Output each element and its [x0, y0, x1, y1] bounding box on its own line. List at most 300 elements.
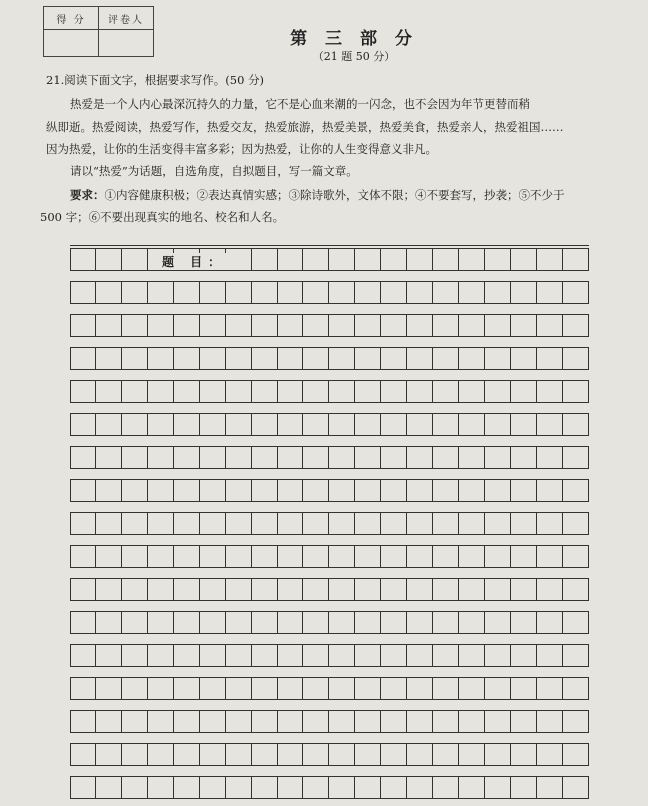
grid-cell[interactable]	[148, 645, 174, 666]
grid-cell[interactable]	[200, 744, 226, 765]
grid-cell[interactable]	[96, 447, 122, 468]
grid-cell[interactable]	[200, 711, 226, 732]
grid-row[interactable]	[70, 611, 589, 634]
grid-cell[interactable]	[511, 447, 537, 468]
grid-cell[interactable]	[174, 546, 200, 567]
grid-cell[interactable]	[329, 744, 355, 765]
grid-row[interactable]	[70, 314, 589, 337]
grid-row[interactable]	[70, 677, 589, 700]
grid-cell[interactable]	[148, 381, 174, 402]
grid-cell[interactable]	[433, 513, 459, 534]
grid-cell[interactable]	[381, 447, 407, 468]
grid-cell[interactable]	[459, 414, 485, 435]
grid-cell[interactable]	[355, 777, 381, 798]
grid-cell[interactable]	[174, 612, 200, 633]
grid-row[interactable]	[70, 347, 589, 370]
grid-cell[interactable]	[278, 777, 304, 798]
grid-cell[interactable]	[226, 645, 252, 666]
grid-cell[interactable]	[148, 447, 174, 468]
grid-cell[interactable]	[485, 249, 511, 270]
grid-cell[interactable]	[226, 348, 252, 369]
grid-cell[interactable]	[381, 711, 407, 732]
grid-cell[interactable]	[355, 546, 381, 567]
grid-cell[interactable]	[355, 678, 381, 699]
grid-cell[interactable]	[459, 546, 485, 567]
grid-cell[interactable]	[563, 447, 589, 468]
grid-cell[interactable]	[563, 348, 589, 369]
grid-cell[interactable]	[122, 744, 148, 765]
grid-cell[interactable]	[537, 678, 563, 699]
grid-cell[interactable]	[303, 447, 329, 468]
grid-cell[interactable]	[407, 480, 433, 501]
grid-cell[interactable]	[537, 612, 563, 633]
grid-cell[interactable]	[174, 678, 200, 699]
grid-cell[interactable]	[433, 579, 459, 600]
grid-cell[interactable]	[563, 381, 589, 402]
grid-cell[interactable]	[537, 546, 563, 567]
grid-cell[interactable]	[355, 282, 381, 303]
grid-cell[interactable]	[407, 447, 433, 468]
grid-cell[interactable]	[329, 612, 355, 633]
grid-cell[interactable]	[122, 414, 148, 435]
grid-cell[interactable]	[70, 447, 96, 468]
grid-cell[interactable]	[70, 414, 96, 435]
grid-cell[interactable]	[70, 348, 96, 369]
grid-cell[interactable]	[407, 711, 433, 732]
grid-cell[interactable]	[511, 513, 537, 534]
grid-cell[interactable]	[355, 249, 381, 270]
grid-cell[interactable]	[407, 513, 433, 534]
grid-cell[interactable]	[459, 678, 485, 699]
grid-cell[interactable]	[96, 678, 122, 699]
grid-cell[interactable]	[485, 480, 511, 501]
grid-cell[interactable]	[122, 645, 148, 666]
grid-cell[interactable]	[511, 249, 537, 270]
grid-cell[interactable]	[278, 645, 304, 666]
grid-cell[interactable]	[355, 315, 381, 336]
grid-cell[interactable]	[226, 381, 252, 402]
grid-cell[interactable]	[174, 447, 200, 468]
grid-cell[interactable]	[485, 612, 511, 633]
grid-cell[interactable]	[433, 744, 459, 765]
grid-cell[interactable]	[200, 414, 226, 435]
grid-row[interactable]	[70, 578, 589, 601]
grid-cell[interactable]	[433, 777, 459, 798]
grid-cell[interactable]	[226, 579, 252, 600]
grid-cell[interactable]	[485, 447, 511, 468]
grid-cell[interactable]	[485, 777, 511, 798]
grid-cell[interactable]	[433, 315, 459, 336]
grid-cell[interactable]	[485, 546, 511, 567]
grid-row[interactable]	[70, 743, 589, 766]
grid-cell[interactable]	[174, 282, 200, 303]
grid-cell[interactable]	[355, 612, 381, 633]
grid-cell[interactable]	[563, 744, 589, 765]
grid-cell[interactable]	[148, 612, 174, 633]
grid-cell[interactable]	[563, 480, 589, 501]
grid-cell[interactable]	[303, 480, 329, 501]
grid-cell[interactable]	[200, 612, 226, 633]
grid-cell[interactable]	[70, 777, 96, 798]
grid-cell[interactable]	[278, 480, 304, 501]
writing-grid[interactable]	[70, 245, 589, 806]
grid-cell[interactable]	[252, 744, 278, 765]
grid-cell[interactable]	[278, 579, 304, 600]
grid-cell[interactable]	[459, 513, 485, 534]
grid-cell[interactable]	[174, 744, 200, 765]
grid-cell[interactable]	[278, 711, 304, 732]
grid-cell[interactable]	[252, 777, 278, 798]
grid-cell[interactable]	[407, 414, 433, 435]
grid-cell[interactable]	[303, 777, 329, 798]
grid-cell[interactable]	[96, 249, 122, 270]
grid-cell[interactable]	[459, 579, 485, 600]
grid-cell[interactable]	[485, 282, 511, 303]
grid-cell[interactable]	[381, 744, 407, 765]
grid-cell[interactable]	[174, 579, 200, 600]
grid-cell[interactable]	[459, 612, 485, 633]
grid-cell[interactable]	[511, 645, 537, 666]
grid-cell[interactable]	[70, 612, 96, 633]
grid-cell[interactable]	[407, 777, 433, 798]
grid-cell[interactable]	[433, 546, 459, 567]
grid-cell[interactable]	[355, 381, 381, 402]
grid-cell[interactable]	[122, 480, 148, 501]
grid-cell[interactable]	[148, 546, 174, 567]
grid-cell[interactable]	[537, 513, 563, 534]
grid-cell[interactable]	[148, 348, 174, 369]
grid-cell[interactable]	[96, 315, 122, 336]
grid-cell[interactable]	[122, 348, 148, 369]
grid-cell[interactable]	[174, 711, 200, 732]
grid-row[interactable]	[70, 776, 589, 799]
grid-cell[interactable]	[511, 777, 537, 798]
grid-cell[interactable]	[355, 480, 381, 501]
grid-cell[interactable]	[381, 645, 407, 666]
grid-row[interactable]	[70, 644, 589, 667]
grid-cell[interactable]	[563, 249, 589, 270]
grid-cell[interactable]	[148, 678, 174, 699]
grid-cell[interactable]	[329, 414, 355, 435]
grid-cell[interactable]	[407, 678, 433, 699]
grid-cell[interactable]	[200, 513, 226, 534]
grid-cell[interactable]	[252, 546, 278, 567]
grid-cell[interactable]	[459, 447, 485, 468]
grid-cell[interactable]	[122, 546, 148, 567]
grid-cell[interactable]	[485, 711, 511, 732]
grid-cell[interactable]	[122, 777, 148, 798]
grid-cell[interactable]	[537, 447, 563, 468]
grid-row[interactable]	[70, 446, 589, 469]
grid-cell[interactable]	[252, 315, 278, 336]
grid-cell[interactable]	[329, 711, 355, 732]
grid-cell[interactable]	[381, 348, 407, 369]
grid-cell[interactable]	[563, 777, 589, 798]
grid-cell[interactable]	[278, 744, 304, 765]
grid-cell[interactable]	[174, 414, 200, 435]
grid-cell[interactable]	[252, 348, 278, 369]
grid-cell[interactable]	[303, 612, 329, 633]
grid-cell[interactable]	[96, 381, 122, 402]
grid-cell[interactable]	[459, 348, 485, 369]
grid-cell[interactable]	[303, 711, 329, 732]
grid-cell[interactable]	[174, 480, 200, 501]
grid-cell[interactable]	[122, 315, 148, 336]
grid-cell[interactable]	[70, 480, 96, 501]
grid-cell[interactable]	[303, 513, 329, 534]
grid-cell[interactable]	[200, 447, 226, 468]
grid-cell[interactable]	[459, 249, 485, 270]
grid-cell[interactable]	[148, 414, 174, 435]
grid-cell[interactable]	[200, 777, 226, 798]
grid-cell[interactable]	[563, 711, 589, 732]
grid-cell[interactable]	[303, 249, 329, 270]
grid-cell[interactable]	[122, 249, 148, 270]
grid-cell[interactable]	[329, 546, 355, 567]
grid-cell[interactable]	[96, 777, 122, 798]
grid-cell[interactable]	[278, 381, 304, 402]
grid-cell[interactable]	[381, 678, 407, 699]
grid-row[interactable]	[70, 479, 589, 502]
grid-cell[interactable]	[381, 513, 407, 534]
grid-cell[interactable]	[174, 645, 200, 666]
grid-cell[interactable]	[96, 579, 122, 600]
grid-cell[interactable]	[381, 282, 407, 303]
grid-cell[interactable]	[407, 546, 433, 567]
grid-cell[interactable]	[252, 480, 278, 501]
grid-cell[interactable]	[537, 777, 563, 798]
grid-cell[interactable]	[459, 645, 485, 666]
grid-cell[interactable]	[563, 282, 589, 303]
grid-cell[interactable]	[303, 315, 329, 336]
grid-cell[interactable]	[200, 282, 226, 303]
grid-cell[interactable]	[537, 315, 563, 336]
grid-cell[interactable]	[70, 249, 96, 270]
grid-cell[interactable]	[511, 414, 537, 435]
grid-cell[interactable]	[329, 315, 355, 336]
grid-cell[interactable]	[278, 447, 304, 468]
grid-cell[interactable]	[511, 744, 537, 765]
grid-cell[interactable]	[122, 711, 148, 732]
grid-cell[interactable]	[433, 480, 459, 501]
grid-cell[interactable]	[226, 546, 252, 567]
grid-cell[interactable]	[174, 513, 200, 534]
grid-cell[interactable]	[459, 282, 485, 303]
grid-cell[interactable]	[96, 645, 122, 666]
grid-cell[interactable]	[563, 645, 589, 666]
grid-cell[interactable]	[174, 777, 200, 798]
grid-cell[interactable]	[537, 579, 563, 600]
grid-cell[interactable]	[511, 315, 537, 336]
grid-cell[interactable]	[537, 711, 563, 732]
grid-cell[interactable]	[200, 678, 226, 699]
grid-cell[interactable]	[485, 579, 511, 600]
grid-cell[interactable]	[407, 315, 433, 336]
grid-cell[interactable]	[278, 348, 304, 369]
grid-cell[interactable]	[226, 513, 252, 534]
grid-cell[interactable]	[278, 414, 304, 435]
grid-cell[interactable]	[96, 480, 122, 501]
grid-cell[interactable]	[563, 612, 589, 633]
grid-cell[interactable]	[407, 579, 433, 600]
grid-cell[interactable]	[122, 447, 148, 468]
grid-cell[interactable]	[148, 315, 174, 336]
grid-cell[interactable]	[174, 348, 200, 369]
grid-cell[interactable]	[329, 348, 355, 369]
grid-cell[interactable]	[226, 480, 252, 501]
grid-cell[interactable]	[485, 414, 511, 435]
grid-row[interactable]	[70, 413, 589, 436]
grid-cell[interactable]	[70, 645, 96, 666]
grid-cell[interactable]	[148, 480, 174, 501]
grid-cell[interactable]	[381, 546, 407, 567]
grid-cell[interactable]	[329, 777, 355, 798]
grid-cell[interactable]	[226, 777, 252, 798]
grid-cell[interactable]	[96, 744, 122, 765]
grid-cell[interactable]	[303, 678, 329, 699]
grid-cell[interactable]	[485, 678, 511, 699]
grid-cell[interactable]	[252, 612, 278, 633]
grid-cell[interactable]	[200, 381, 226, 402]
grid-cell[interactable]	[563, 513, 589, 534]
grid-cell[interactable]	[252, 678, 278, 699]
grid-cell[interactable]	[381, 315, 407, 336]
grid-cell[interactable]	[200, 579, 226, 600]
grid-cell[interactable]	[303, 414, 329, 435]
grid-cell[interactable]	[252, 711, 278, 732]
grid-cell[interactable]	[122, 381, 148, 402]
grid-cell[interactable]	[226, 612, 252, 633]
grid-row[interactable]	[70, 512, 589, 535]
grid-cell[interactable]	[70, 579, 96, 600]
grid-cell[interactable]	[563, 678, 589, 699]
grid-cell[interactable]	[96, 612, 122, 633]
grid-cell[interactable]	[200, 546, 226, 567]
grid-cell[interactable]	[433, 645, 459, 666]
grid-cell[interactable]	[70, 381, 96, 402]
grid-row[interactable]	[70, 710, 589, 733]
grid-cell[interactable]	[407, 282, 433, 303]
grid-cell[interactable]	[329, 678, 355, 699]
grid-cell[interactable]	[355, 414, 381, 435]
grid-cell[interactable]	[381, 249, 407, 270]
grid-cell[interactable]	[303, 282, 329, 303]
grid-cell[interactable]	[200, 480, 226, 501]
grid-cell[interactable]	[355, 348, 381, 369]
grid-cell[interactable]	[537, 480, 563, 501]
grid-cell[interactable]	[537, 414, 563, 435]
grid-cell[interactable]	[303, 579, 329, 600]
grid-cell[interactable]	[355, 447, 381, 468]
grid-cell[interactable]	[381, 414, 407, 435]
grid-cell[interactable]	[329, 480, 355, 501]
grid-cell[interactable]	[278, 678, 304, 699]
grid-cell[interactable]	[329, 447, 355, 468]
grid-cell[interactable]	[563, 546, 589, 567]
grid-cell[interactable]	[433, 249, 459, 270]
grid-cell[interactable]	[96, 282, 122, 303]
grid-cell[interactable]	[485, 744, 511, 765]
grid-cell[interactable]	[226, 282, 252, 303]
grid-cell[interactable]	[70, 744, 96, 765]
grid-cell[interactable]	[200, 645, 226, 666]
grid-cell[interactable]	[278, 546, 304, 567]
grid-cell[interactable]	[381, 777, 407, 798]
grid-cell[interactable]	[485, 315, 511, 336]
grid-cell[interactable]	[381, 381, 407, 402]
grid-cell[interactable]	[70, 546, 96, 567]
grid-cell[interactable]	[563, 579, 589, 600]
grid-cell[interactable]	[433, 282, 459, 303]
grid-cell[interactable]	[96, 513, 122, 534]
grid-cell[interactable]	[511, 381, 537, 402]
grid-cell[interactable]	[563, 315, 589, 336]
grid-cell[interactable]	[459, 744, 485, 765]
grid-cell[interactable]	[148, 513, 174, 534]
grid-cell[interactable]	[278, 249, 304, 270]
grid-cell[interactable]	[433, 381, 459, 402]
grid-cell[interactable]	[278, 315, 304, 336]
grid-cell[interactable]	[433, 447, 459, 468]
grid-cell[interactable]	[252, 381, 278, 402]
grid-cell[interactable]	[122, 612, 148, 633]
grid-cell[interactable]	[511, 480, 537, 501]
grid-cell[interactable]	[537, 249, 563, 270]
grid-cell[interactable]	[459, 711, 485, 732]
grid-cell[interactable]	[329, 381, 355, 402]
grid-cell[interactable]	[70, 315, 96, 336]
grid-cell[interactable]	[511, 678, 537, 699]
grid-cell[interactable]	[433, 348, 459, 369]
grid-cell[interactable]	[407, 744, 433, 765]
grid-cell[interactable]	[433, 678, 459, 699]
grid-cell[interactable]	[355, 513, 381, 534]
grid-cell[interactable]	[252, 513, 278, 534]
grid-cell[interactable]	[226, 315, 252, 336]
grid-row[interactable]	[70, 545, 589, 568]
grid-cell[interactable]	[329, 513, 355, 534]
grid-cell[interactable]	[433, 414, 459, 435]
grid-cell[interactable]	[485, 513, 511, 534]
grid-cell[interactable]	[459, 480, 485, 501]
grid-cell[interactable]	[70, 282, 96, 303]
grid-cell[interactable]	[537, 744, 563, 765]
grid-cell[interactable]	[278, 513, 304, 534]
grid-cell[interactable]	[122, 678, 148, 699]
grid-row[interactable]	[70, 281, 589, 304]
grid-cell[interactable]	[329, 579, 355, 600]
grid-cell[interactable]	[511, 711, 537, 732]
grid-cell[interactable]	[511, 612, 537, 633]
grid-cell[interactable]	[226, 447, 252, 468]
grid-cell[interactable]	[303, 348, 329, 369]
grid-cell[interactable]	[407, 612, 433, 633]
grid-cell[interactable]	[355, 744, 381, 765]
grid-cell[interactable]	[278, 612, 304, 633]
grid-cell[interactable]	[511, 348, 537, 369]
grid-cell[interactable]	[148, 744, 174, 765]
grid-row[interactable]	[70, 380, 589, 403]
grid-cell[interactable]	[96, 348, 122, 369]
grid-cell[interactable]	[459, 777, 485, 798]
grid-cell[interactable]	[96, 711, 122, 732]
grid-cell[interactable]	[485, 381, 511, 402]
grid-cell[interactable]	[511, 546, 537, 567]
grid-cell[interactable]	[96, 546, 122, 567]
grid-cell[interactable]	[537, 282, 563, 303]
grid-cell[interactable]	[485, 348, 511, 369]
grid-cell[interactable]	[148, 282, 174, 303]
